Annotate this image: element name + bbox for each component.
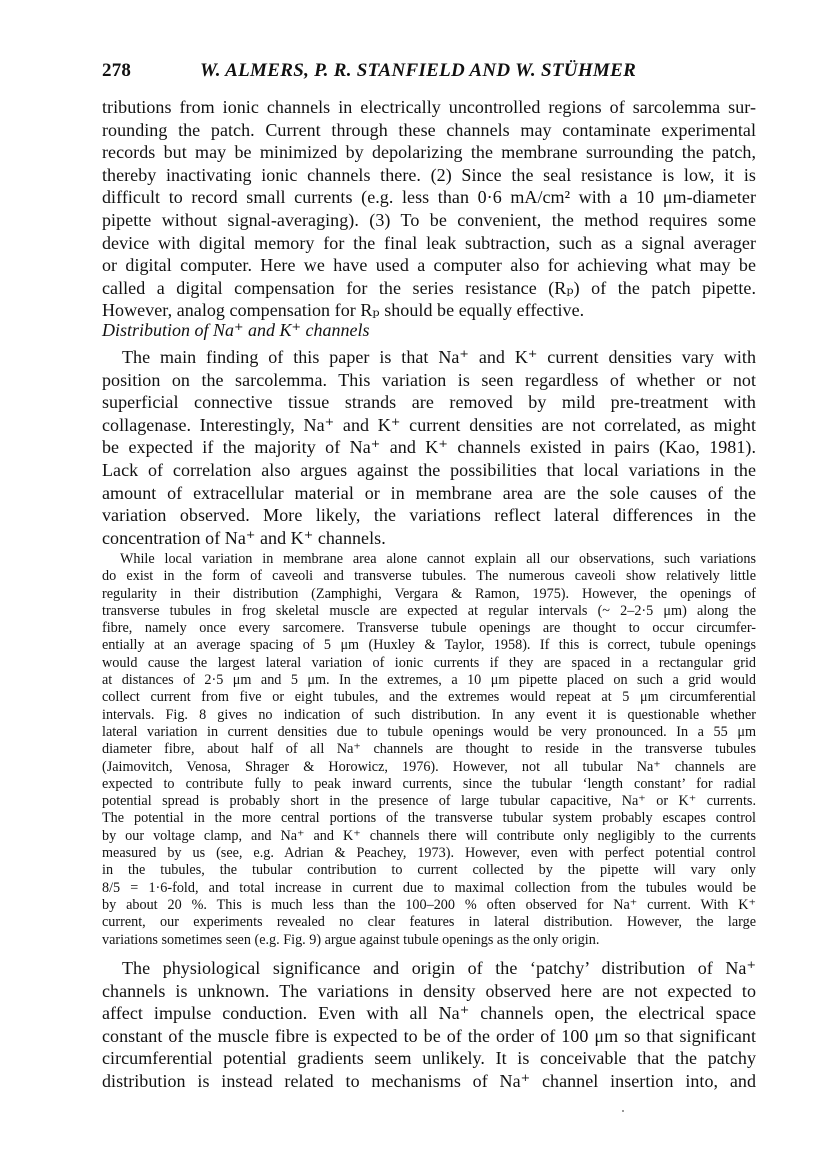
- text-line: current, our experiments revealed no clear features in lateral distribution. However, the large: [102, 914, 756, 931]
- text-line: rounding the patch. Current through these channels may contaminate experimental: [102, 119, 756, 140]
- small-print-paragraph: [102, 551, 756, 949]
- text-line: While local variation in membrane area alone cannot explain all our observations, such variations: [120, 551, 756, 567]
- text-line: collect current from five or eight tubules, and the extremes would repeat at 5 μm circumferential: [102, 689, 756, 706]
- text-line: thereby inactivating ionic channels there. (2) Since the seal resistance is low, it is: [102, 164, 756, 185]
- running-head: W. ALMERS, P. R. STANFIELD AND W. STÜHMER: [200, 60, 637, 81]
- text-line: distribution is instead related to mechanisms of Na⁺ channel insertion into, and: [102, 1070, 756, 1091]
- text-line: variation observed. More likely, the variations reflect lateral differences in the: [102, 505, 756, 526]
- text-line: diameter fibre, about half of all Na⁺ channels are thought to reside in the transverse tubules: [102, 741, 756, 758]
- text-line: device with digital memory for the final leak subtraction, such as a signal averager: [102, 232, 756, 253]
- text-line: affect impulse conduction. Even with all Na⁺ channels open, the electrical space: [102, 1003, 756, 1024]
- text-line: in the tubules, the tubular contribution to current collected by the pipette will vary only: [102, 862, 756, 879]
- text-line: transverse tubules in frog skeletal muscle are expected at regular intervals (~ 2–2·5 μm) along the: [102, 602, 756, 619]
- text-line: potential spread is probably short in the presence of large tubular capacitive, Na⁺ or K⁺ currents.: [102, 793, 756, 810]
- text-line: position on the sarcolemma. This variation is seen regardless of whether or not: [102, 369, 756, 390]
- text-line: circumferential potential gradients seem unlikely. It is conceivable that the patchy: [102, 1048, 756, 1069]
- text-line: pipette without signal-averaging). (3) To be convenient, the method requires some: [102, 209, 756, 230]
- text-line: do exist in the form of caveoli and transverse tubules. The numerous caveoli show relatively little: [102, 568, 756, 585]
- text-line: However, analog compensation for Rₚ should be equally effective.: [102, 300, 585, 321]
- text-line: variations sometimes seen (e.g. Fig. 9) argue against tubule openings as the only origin.: [102, 931, 600, 948]
- text-line: lateral variation in current densities due to tubule openings would be very pronounced. In a 55 μm: [102, 723, 756, 740]
- text-line: be expected if the majority of Na⁺ and K⁺ channels existed in pairs (Kao, 1981).: [102, 437, 756, 458]
- text-line: channels is unknown. The variations in density observed here are not expected to: [102, 980, 756, 1001]
- text-line: called a digital compensation for the series resistance (Rₚ) of the patch pipette.: [102, 277, 756, 298]
- text-line: constant of the muscle fibre is expected to be of the order of 100 μm so that significant: [102, 1025, 756, 1046]
- body-paragraph-1: [102, 96, 756, 322]
- text-line: amount of extracellular material or in membrane area are the sole causes of the: [102, 482, 756, 503]
- text-line: expected to contribute fully to peak inward currents, since the tubular ‘length constant’ for radial: [102, 775, 756, 792]
- text-line: The potential in the more central portions of the transverse tubular system probably escapes control: [102, 810, 756, 827]
- text-line: Lack of correlation also argues against the possibilities that local variations in the: [102, 459, 756, 480]
- text-line: tributions from ionic channels in electrically uncontrolled regions of sarcolemma sur-: [102, 97, 756, 117]
- text-line: by our voltage clamp, and Na⁺ and K⁺ channels there will contribute only negligibly to the currents: [102, 827, 756, 844]
- text-line: at distances of 2·5 μm and 5 μm. In the extremes, a 10 μm pipette placed on such a grid would: [102, 672, 756, 689]
- text-line: would cause the largest lateral variation of ionic currents if they are spaced in a rectangular grid: [102, 654, 756, 671]
- text-line: intervals. Fig. 8 gives no indication of such distribution. In any event it is questionable whether: [102, 706, 756, 723]
- text-line: The physiological significance and origin of the ‘patchy’ distribution of Na⁺: [122, 958, 756, 978]
- text-line: concentration of Na⁺ and K⁺ channels.: [102, 527, 386, 548]
- text-line: difficult to record small currents (e.g. less than 0·6 mA/cm² with a 10 μm-diameter: [102, 187, 756, 208]
- scan-speck: [622, 1110, 624, 1112]
- text-line: by about 20 %. This is much less than the 100–200 % often observed for Na⁺ current. With K⁺: [102, 896, 756, 913]
- text-line: The main finding of this paper is that Na⁺ and K⁺ current densities vary with: [122, 347, 756, 367]
- page-header: [102, 60, 756, 88]
- text-line: fibre, namely once every sarcomere. Transverse tubule openings are thought to occur circumfer-: [102, 620, 756, 637]
- text-line: regularity in their distribution (Zamphighi, Vergara & Ramon, 1975). However, the openings of: [102, 585, 756, 602]
- text-line: entially at an average spacing of 5 μm (Huxley & Taylor, 1958). If this is correct, tubule openings: [102, 637, 756, 654]
- text-line: superficial connective tissue strands are removed by mild pre-treatment with: [102, 392, 756, 413]
- page-number: 278: [102, 60, 132, 81]
- text-line: (Jaimovitch, Venosa, Shrager & Horowicz, 1976). However, not all tubular Na⁺ channels are: [102, 758, 756, 775]
- text-line: or digital computer. Here we have used a computer also for achieving what may be: [102, 255, 756, 276]
- body-paragraph-3: [102, 957, 756, 1093]
- section-heading: Distribution of Na⁺ and K⁺ channels: [102, 320, 370, 340]
- text-line: records but may be minimized by depolarizing the membrane surrounding the patch,: [102, 142, 756, 163]
- body-paragraph-2: [102, 346, 756, 549]
- text-line: collagenase. Interestingly, Na⁺ and K⁺ current densities are not correlated, as might: [102, 414, 756, 435]
- text-line: measured by us (see, e.g. Adrian & Peachey, 1973). However, even with perfect potential control: [102, 845, 756, 862]
- text-line: 8/5 = 1·6-fold, and total increase in current due to maximal collection from the tubules would be: [102, 879, 756, 896]
